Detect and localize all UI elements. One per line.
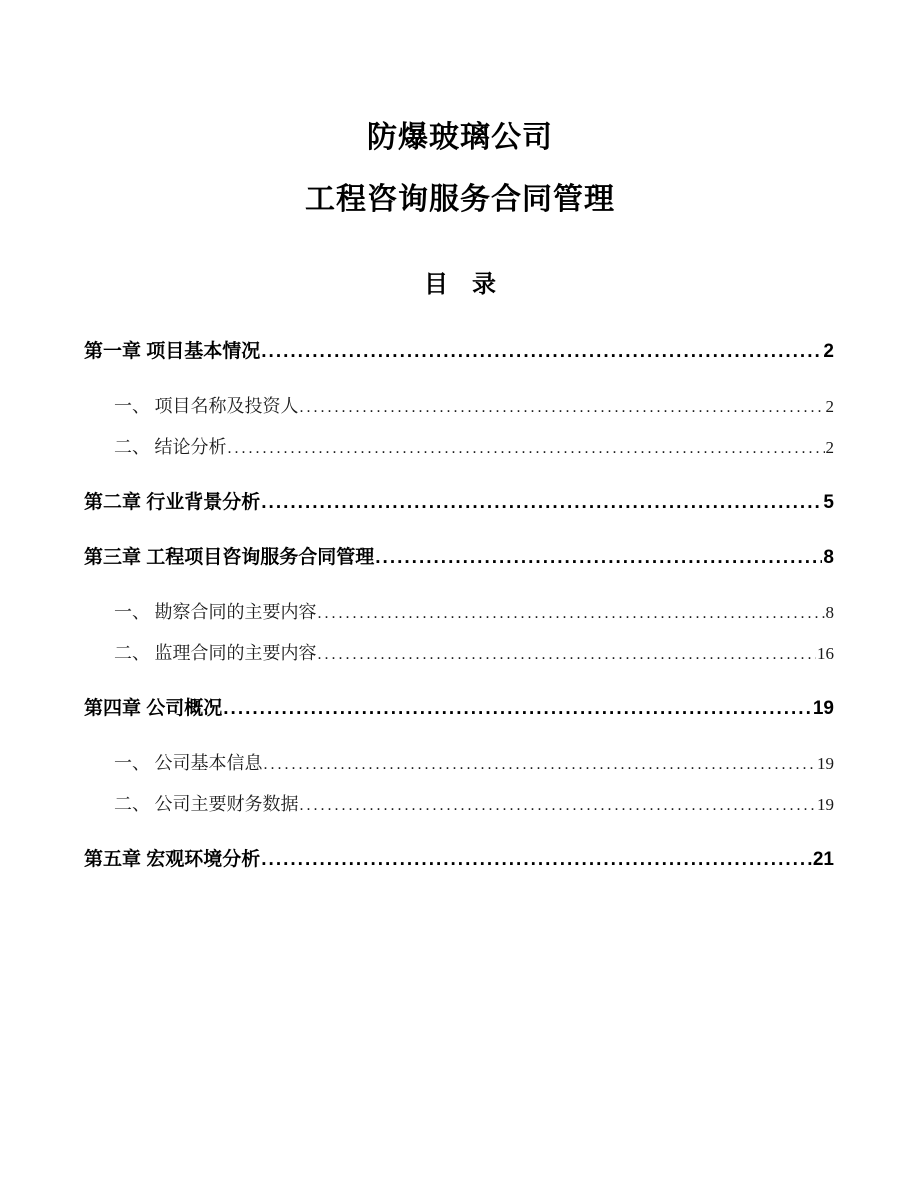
- toc-entry-label: 第二章 行业背景分析: [84, 492, 261, 513]
- toc-list: [84, 339, 834, 873]
- toc-entry-label: 第四章 公司概况: [84, 698, 223, 719]
- toc-leader-dots: [375, 545, 822, 571]
- toc-entry-label: 第三章 工程项目咨询服务合同管理: [84, 547, 375, 568]
- toc-entry[interactable]: [84, 394, 834, 420]
- toc-leader-dots: [261, 490, 822, 516]
- toc-entry[interactable]: [84, 545, 834, 571]
- toc-leader-dots: [300, 394, 825, 420]
- toc-entry-label: 一、 勘察合同的主要内容: [114, 602, 317, 622]
- toc-leader-dots: [261, 339, 822, 365]
- toc-entry[interactable]: [84, 600, 834, 626]
- toc-entry[interactable]: [84, 435, 834, 461]
- toc-entry[interactable]: [84, 792, 834, 818]
- toc-entry-page: 16: [817, 644, 834, 663]
- toc-entry-page: 5: [823, 492, 834, 513]
- toc-entry-page: 19: [817, 795, 834, 814]
- toc-entry-page: 19: [812, 698, 834, 719]
- toc-entry[interactable]: [84, 696, 834, 722]
- toc-leader-dots: [318, 641, 817, 667]
- toc-entry-label: 第五章 宏观环境分析: [84, 849, 261, 870]
- toc-entry-page: 8: [825, 603, 834, 622]
- toc-leader-dots: [318, 600, 825, 626]
- toc-entry-label: 第一章 项目基本情况: [84, 341, 261, 362]
- document-title: 防爆玻璃公司: [367, 121, 553, 154]
- toc-entry-page: 21: [812, 849, 834, 870]
- toc-entry[interactable]: [84, 490, 834, 516]
- toc-entry-label: 二、 公司主要财务数据: [114, 794, 299, 814]
- toc-entry-page: 2: [825, 438, 834, 457]
- toc-entry[interactable]: [84, 641, 834, 667]
- toc-entry-page: 2: [823, 341, 834, 362]
- toc-entry[interactable]: [84, 847, 834, 873]
- toc-leader-dots: [228, 435, 825, 461]
- toc-entry-page: 19: [817, 754, 834, 773]
- toc-entry-page: 2: [825, 397, 834, 416]
- document-subtitle: 工程咨询服务合同管理: [305, 183, 615, 216]
- toc-leader-dots: [264, 751, 817, 777]
- toc-leader-dots: [261, 847, 812, 873]
- toc-leader-dots: [300, 792, 817, 818]
- toc-entry[interactable]: [84, 751, 834, 777]
- toc-entry-label: 二、 监理合同的主要内容: [114, 643, 317, 663]
- toc-entry-label: 一、 公司基本信息: [114, 753, 263, 773]
- toc-entry[interactable]: [84, 339, 834, 365]
- toc-entry-label: 一、 项目名称及投资人: [114, 396, 299, 416]
- toc-leader-dots: [223, 696, 812, 722]
- toc-entry-label: 二、 结论分析: [114, 437, 227, 457]
- toc-entry-page: 8: [823, 547, 834, 568]
- toc-heading: 目 录: [424, 271, 496, 298]
